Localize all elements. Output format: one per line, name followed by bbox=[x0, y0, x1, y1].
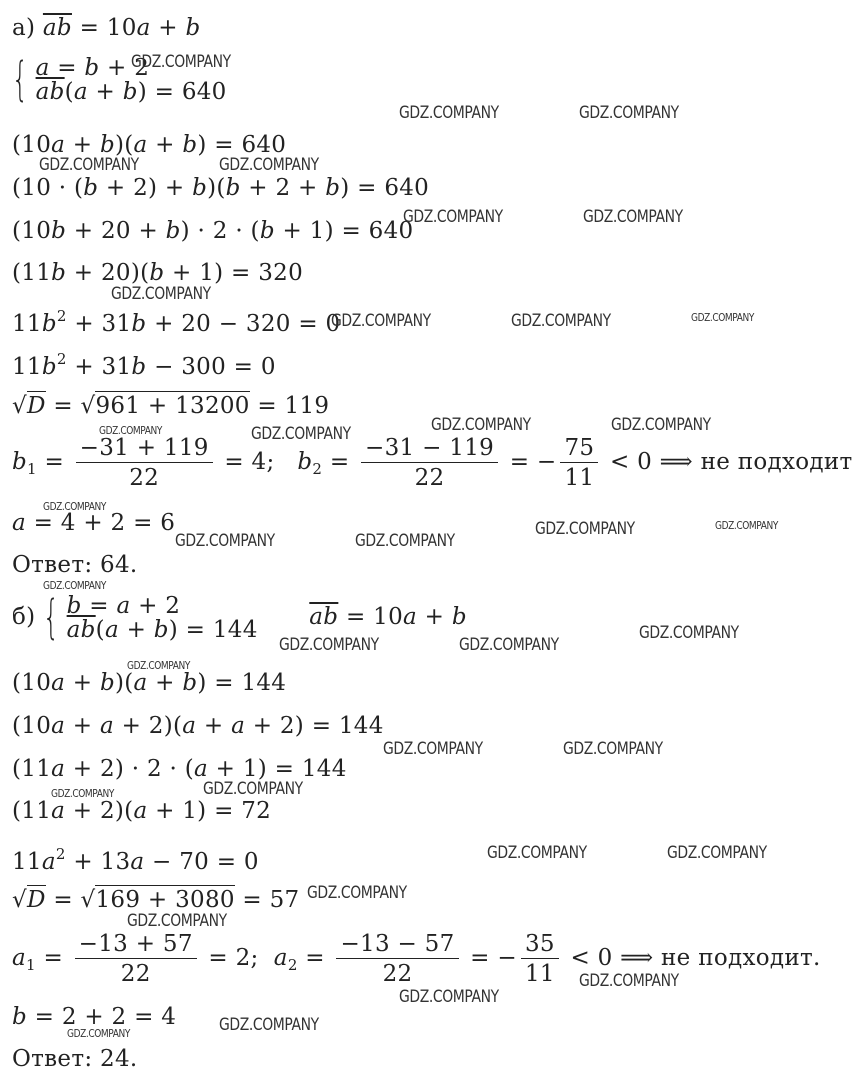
watermark: GDZ.COMPANY bbox=[667, 843, 767, 863]
watermark: GDZ.COMPANY bbox=[487, 843, 587, 863]
watermark: GDZ.COMPANY bbox=[99, 424, 162, 437]
part-b-answer: Ответ: 24. bbox=[12, 1046, 138, 1072]
two-digit-number-formula-a: $\overline{ab} = 10a + b$ bbox=[42, 15, 201, 41]
watermark: GDZ.COMPANY bbox=[43, 579, 106, 592]
watermark: GDZ.COMPANY bbox=[715, 519, 778, 532]
part-b-system: б) { b = a + 2 $\overline{ab}(a + b) = 144$ $\overline{ab} = 10a + b$ bbox=[12, 590, 467, 644]
part-b-step1: (10a + b)(a + b) = 144 bbox=[12, 670, 287, 696]
watermark: GDZ.COMPANY bbox=[307, 883, 407, 903]
part-b-step3: (11a + 2) · 2 · (a + 1) = 144 bbox=[12, 756, 347, 782]
part-b-b-value: b = 2 + 2 = 4 bbox=[12, 1004, 177, 1030]
part-a-step3: (10b + 20 + b) · 2 · (b + 1) = 640 bbox=[12, 218, 414, 244]
part-a-roots: $b_1$ = $\frac{-31 + 119}{22}$ = 4; $b_2$ = $\frac{-31 - 119}{22}$ = − $\frac{75}{11}$ < 0 ⟹ не подходит bbox=[12, 434, 853, 491]
watermark: GDZ.COMPANY bbox=[579, 971, 679, 991]
watermark: GDZ.COMPANY bbox=[251, 424, 351, 444]
watermark: GDZ.COMPANY bbox=[611, 415, 711, 435]
two-digit-number-formula-b: $\overline{ab} = 10a + b$ bbox=[309, 604, 467, 630]
system-b-eq1: b = a + 2 bbox=[66, 593, 181, 619]
watermark: GDZ.COMPANY bbox=[203, 779, 303, 799]
watermark: GDZ.COMPANY bbox=[431, 415, 531, 435]
watermark: GDZ.COMPANY bbox=[131, 52, 231, 72]
watermark: GDZ.COMPANY bbox=[399, 103, 499, 123]
part-b-step5: $11a^2 + 13a - 70 = 0$ bbox=[12, 845, 259, 875]
part-a-line1 bbox=[12, 14, 200, 42]
part-a-step6: $11b^2 + 31b - 300 = 0$ bbox=[12, 350, 276, 380]
watermark: GDZ.COMPANY bbox=[399, 987, 499, 1007]
watermark: GDZ.COMPANY bbox=[383, 739, 483, 759]
watermark: GDZ.COMPANY bbox=[219, 1015, 319, 1035]
part-b-label: б) bbox=[12, 604, 36, 630]
watermark: GDZ.COMPANY bbox=[39, 155, 139, 175]
watermark: GDZ.COMPANY bbox=[563, 739, 663, 759]
part-b-step2: (10a + a + 2)(a + a + 2) = 144 bbox=[12, 713, 384, 739]
watermark: GDZ.COMPANY bbox=[535, 519, 635, 539]
watermark: GDZ.COMPANY bbox=[583, 207, 683, 227]
watermark: GDZ.COMPANY bbox=[691, 311, 754, 324]
watermark: GDZ.COMPANY bbox=[67, 1027, 130, 1040]
system-b-eq2: $\overline{ab}(a + b) = 144$ bbox=[66, 617, 258, 643]
watermark: GDZ.COMPANY bbox=[511, 311, 611, 331]
watermark: GDZ.COMPANY bbox=[279, 635, 379, 655]
part-b-step4: (11a + 2)(a + 1) = 72 bbox=[12, 798, 272, 824]
part-a-label: а) bbox=[12, 15, 36, 41]
part-a-system: { a = b + 2 $\overline{ab}(a + b) = 640$ bbox=[12, 52, 227, 106]
part-b-discriminant: √D = √169 + 3080 = 57 bbox=[12, 887, 300, 913]
watermark: GDZ.COMPANY bbox=[43, 500, 106, 513]
watermark: GDZ.COMPANY bbox=[459, 635, 559, 655]
part-a-discriminant: √D = √961 + 13200 = 119 bbox=[12, 393, 330, 419]
watermark: GDZ.COMPANY bbox=[175, 531, 275, 551]
part-b-roots: $a_1$ = $\frac{-13 + 57}{22}$ = 2; $a_2$ = $\frac{-13 - 57}{22}$ = − $\frac{35}{11}$ < 0 ⟹ не подходит. bbox=[12, 930, 821, 987]
watermark: GDZ.COMPANY bbox=[111, 284, 211, 304]
watermark: GDZ.COMPANY bbox=[355, 531, 455, 551]
watermark: GDZ.COMPANY bbox=[331, 311, 431, 331]
part-a-step5: $11b^2 + 31b + 20 - 320 = 0$ bbox=[12, 307, 341, 337]
part-a-a-value: a = 4 + 2 = 6 bbox=[12, 510, 176, 536]
watermark: GDZ.COMPANY bbox=[579, 103, 679, 123]
part-a-step4: (11b + 20)(b + 1) = 320 bbox=[12, 260, 304, 286]
watermark: GDZ.COMPANY bbox=[403, 207, 503, 227]
system-a-eq2: $\overline{ab}(a + b) = 640$ bbox=[35, 79, 227, 105]
system-a-eq1: a = b + 2 bbox=[35, 55, 150, 81]
watermark: GDZ.COMPANY bbox=[639, 623, 739, 643]
watermark: GDZ.COMPANY bbox=[219, 155, 319, 175]
part-a-answer: Ответ: 64. bbox=[12, 552, 138, 578]
watermark: GDZ.COMPANY bbox=[127, 911, 227, 931]
part-a-step1: (10a + b)(a + b) = 640 bbox=[12, 132, 287, 158]
watermark: GDZ.COMPANY bbox=[127, 659, 190, 672]
watermark: GDZ.COMPANY bbox=[51, 787, 114, 800]
part-a-step2: (10 · (b + 2) + b)(b + 2 + b) = 640 bbox=[12, 175, 430, 201]
